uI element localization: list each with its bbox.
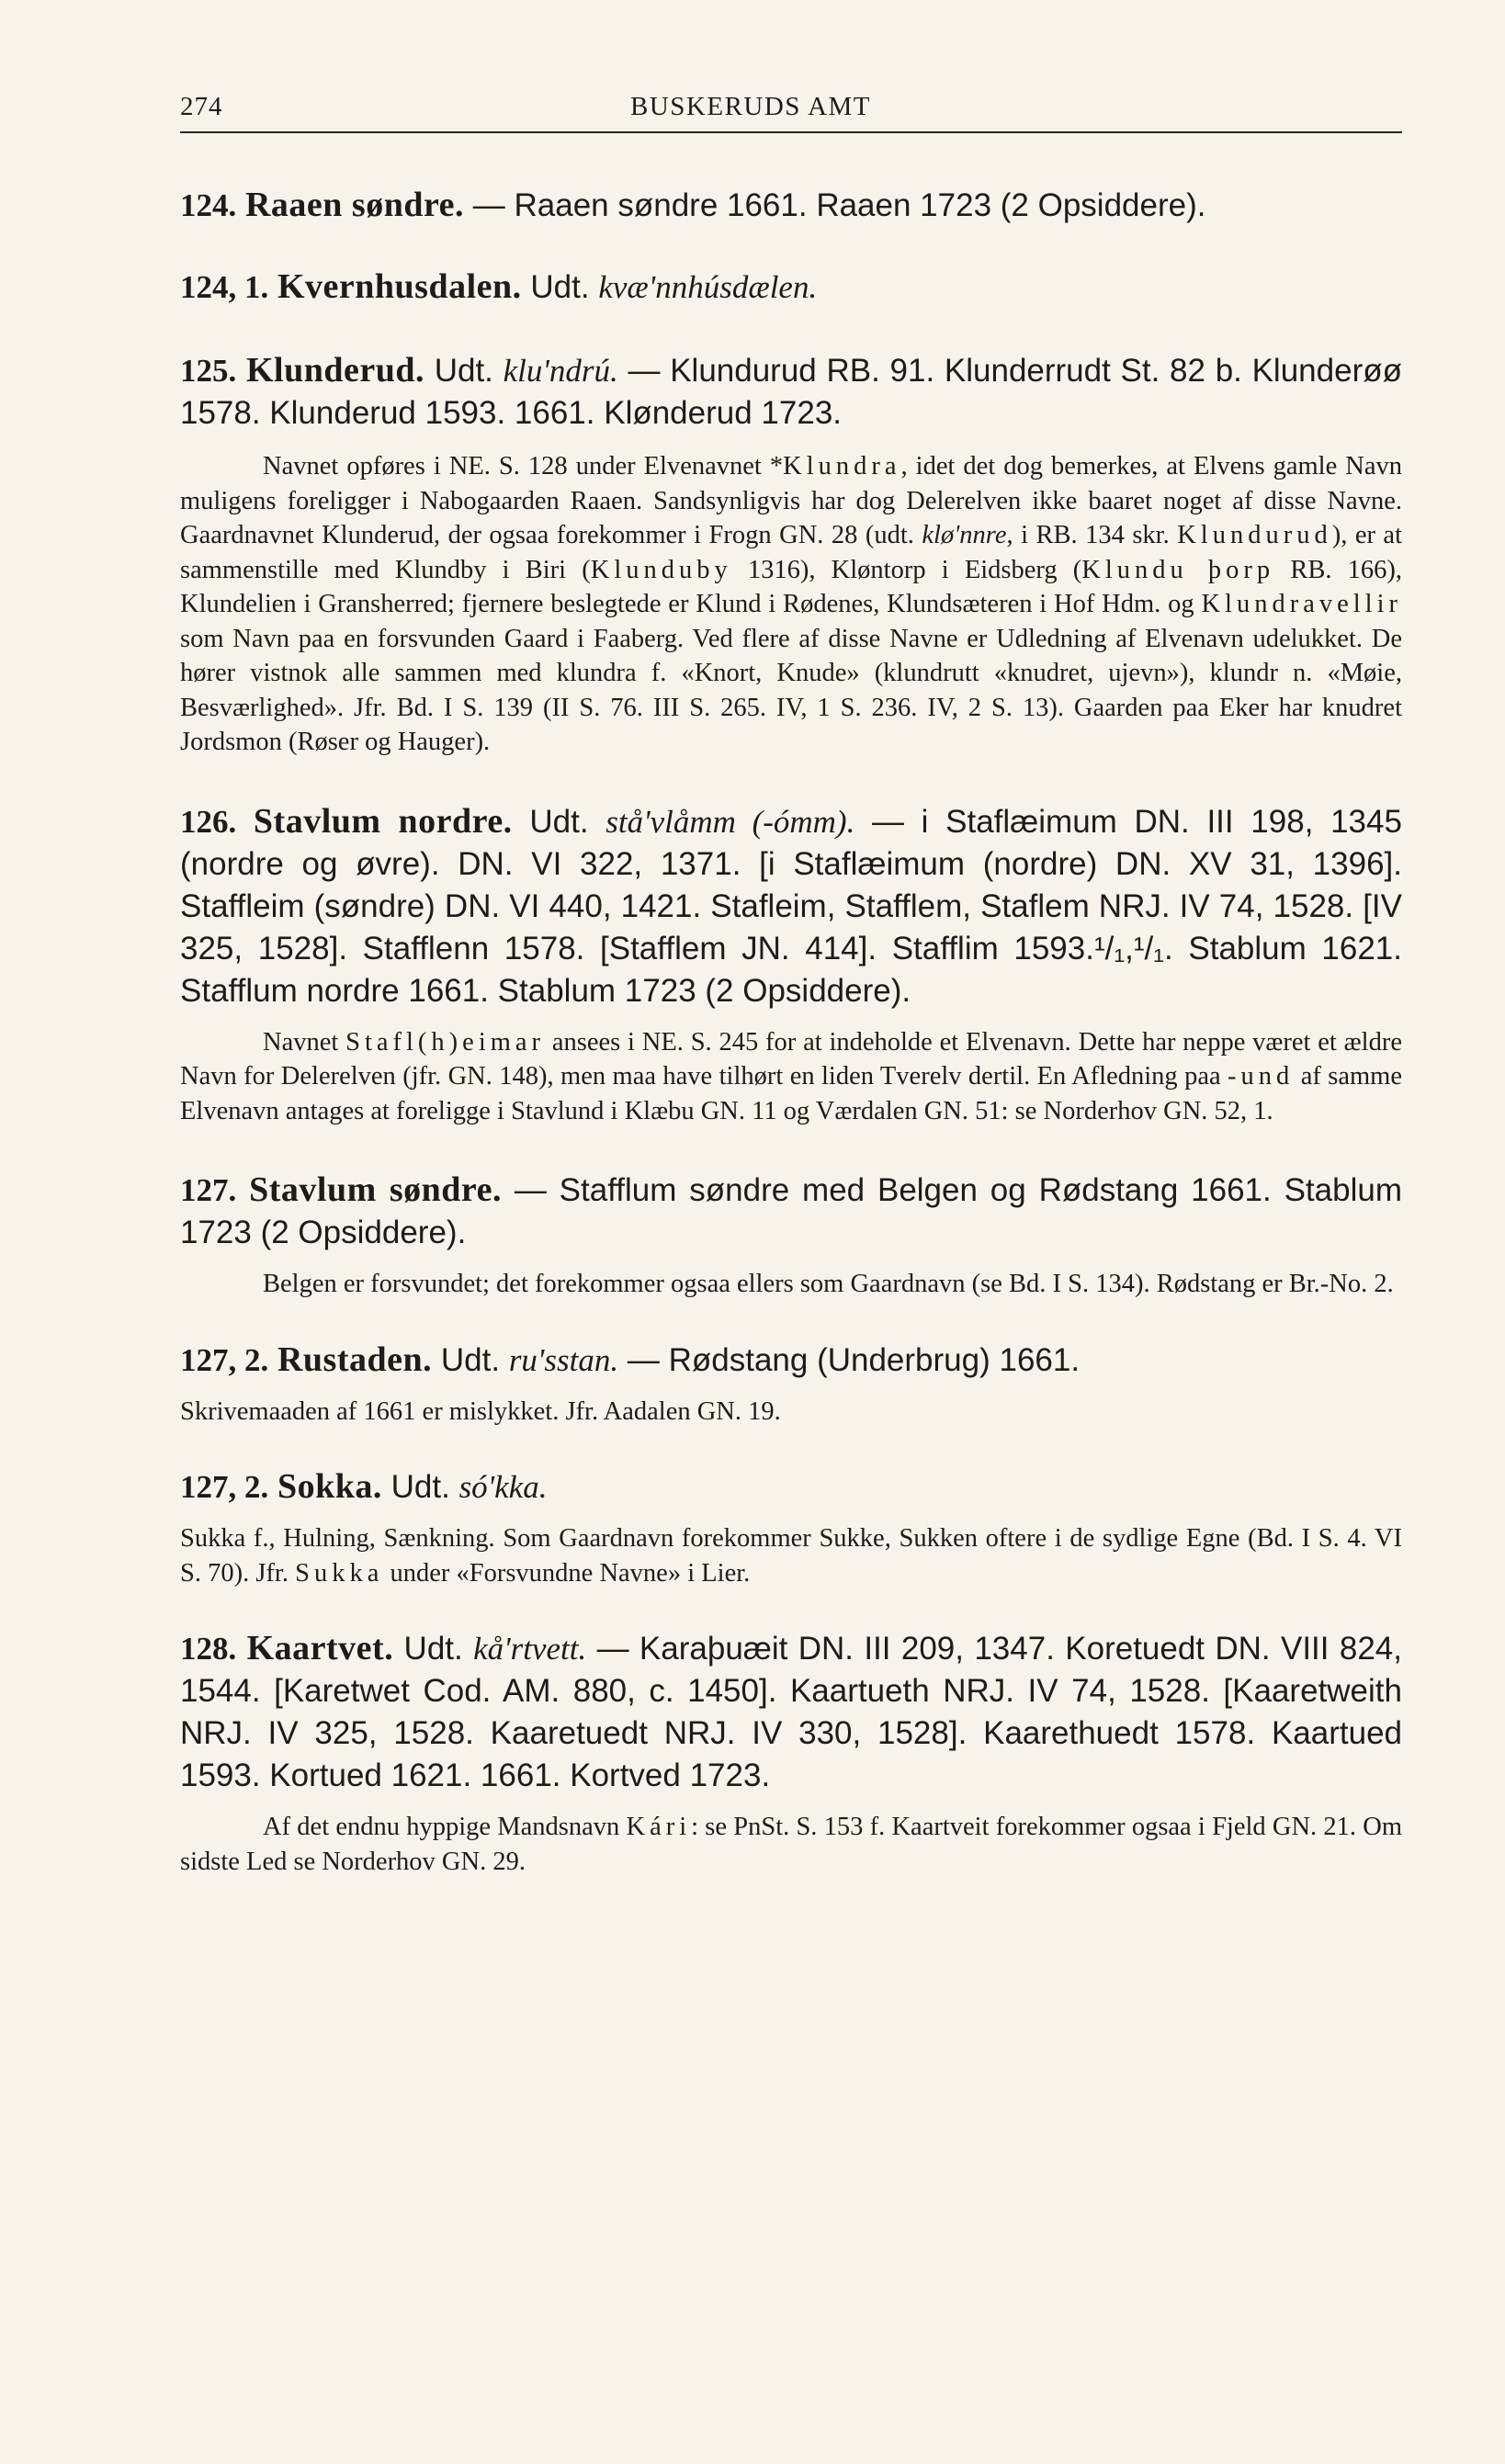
entry-text: — Raaen søndre 1661. Raaen 1723 (2 Opsiddere). [472,187,1206,223]
entry-124-1 [180,266,1402,309]
spaced-name: Kári [626,1813,692,1841]
entry-main-text [180,1627,1402,1797]
entry-main-text [180,1465,1402,1509]
note-text: ), er at sammenstille med Klundby i Biri ( [180,521,1403,584]
note-text: Sukka f., Hulning, Sænkning. Som Gaardnavn forekommer Sukke, Sukken oftere i de sydlige Egne (Bd. I S. 4. VI S. 70). Jfr. [180,1524,1402,1588]
entry-127-2-sokka [180,1465,1402,1590]
spaced-name: Klunduby [590,555,732,584]
entry-text: — Rødstang (Underbrug) 1661. [627,1341,1081,1378]
udt-label: Udt. [434,353,493,389]
pronunciation: klu'ndrú. [503,353,618,389]
entry-note [180,1267,1402,1302]
farm-name: Klunderud. [245,351,424,390]
entry-note [180,1025,1402,1129]
note-text: Belgen er forsvundet; det forekommer ogsaa ellers som Gaardnavn (se Bd. I S. 134). Rødstang er Br.-No. 2. [263,1270,1394,1298]
udt-label: Udt. [390,1469,450,1505]
page-header [180,92,1402,134]
entry-text: — Karaþuæit DN. III 209, 1347. Koretuedt DN. VIII 824, 1544. [Karetwet Cod. AM. 880, c. 1450]. Kaartueth NRJ. IV 74, 1528. [Kaaretweith NRJ. IV 325, 1528. Kaaretuedt NRJ. IV 330, 1528]. Kaarethuedt 1578. Kaartued 1593. Kortued 1621. 1661. Kortved 1723. [180,1631,1402,1793]
entry-main-text [180,1339,1402,1382]
entry-number: 127. [180,1172,237,1208]
pronunciation: ru'sstan. [508,1341,619,1378]
pronunciation: só'kka. [458,1469,548,1505]
page-body [180,184,1402,1879]
note-text: 1316), Kløntorp i Eidsberg ( [731,555,1082,584]
entry-note [180,1521,1402,1590]
farm-name: Kvernhusdalen. [277,267,522,306]
spaced-name: Klundu þorp [1081,555,1275,584]
udt-label: Udt. [529,803,589,840]
note-text: : se PnSt. S. 153 f. Kaartveit forekommer ogsaa i Fjeld GN. 21. Om sidste Led se Norderhov GN. 29. [180,1813,1403,1876]
entry-number: 128. [180,1631,237,1667]
entry-note [180,449,1402,760]
farm-name: Stavlum søndre. [249,1170,502,1209]
entry-note [180,1395,1402,1430]
entry-main-text [180,800,1402,1012]
entry-number: 127, 2. [180,1341,269,1378]
note-text: Af det endnu hyppige Mandsnavn [263,1813,627,1841]
note-text: under «Forsvundne Navne» i Lier. [383,1558,751,1588]
spaced-name: Klundra [783,452,901,480]
pronunciation: kå'rtvett. [473,1631,587,1667]
entry-text: — Klundurud RB. 91. Klunderrudt St. 82 b. Klunderøø 1578. Klunderud 1593. 1661. Klønderud 1723. [180,353,1402,431]
entry-note [180,1810,1402,1879]
entry-126 [180,800,1402,1129]
pronunciation: stå'vlåmm (-ómm). [605,803,855,840]
entry-main-text [180,1169,1402,1254]
farm-name: Rustaden. [277,1339,433,1379]
note-text: Skrivemaaden af 1661 er mislykket. Jfr. Aadalen GN. 19. [180,1396,781,1426]
entry-main-text [180,349,1402,435]
spaced-name: Sukka [295,1558,384,1588]
udt-label: Udt. [440,1341,501,1378]
entry-125 [180,349,1402,760]
spaced-name: Klundurud [1177,521,1332,549]
farm-name: Kaartvet. [246,1629,394,1667]
farm-name: Raaen søndre. [244,186,465,224]
note-text: af samme Elvenavn antages at foreligge i Stavlund i Klæbu GN. 11 og Værdalen GN. 51: se Norderhov GN. 52, 1. [180,1062,1402,1125]
note-text: Navnet [263,1027,346,1057]
entry-heading [180,266,1402,309]
note-text: som Navn paa en forsvunden Gaard i Faaberg. Ved flere af disse Navne er Udledning af Elvenavn udelukket. De hører vistnok alle sammen med klundra f. «Knort, Knude» (klundrutt «knudret, ujevn»), klundr n. «Møie, Besværlighed». Jfr. Bd. I S. 139 (II S. 76. III S. 265. IV, 1 S. 236. IV, 2 S. 13). Gaarden paa Eker har knudret Jordsmon (Røser og Hauger). [180,624,1402,756]
entry-text: — Stafflum søndre med Belgen og Rødstang 1661. Stablum 1723 (2 Opsiddere). [180,1172,1402,1250]
entry-128 [180,1627,1402,1879]
note-text: , idet det dog bemerkes, at Elvens gamle Navn muligens foreligger i Nabogaarden Raaen. Sandsynligvis har dog Delerelven ikke baaret noget af disse Navne. Gaardnavnet Klunderud, der ogsaa forekommer i Frogn GN. 28 (udt. [180,452,1402,549]
farm-name: Sokka. [277,1467,382,1506]
entry-127-2-rustaden [180,1339,1402,1430]
udt-label: Udt. [530,269,590,305]
entry-number: 124, 1. [180,269,269,305]
note-text: ansees i NE. S. 245 for at indeholde et Elvenavn. Dette har neppe været et ældre Navn for Delerelven (jfr. GN. 148), men maa have tilhørt en liden Tverelv dertil. En Afledning paa [180,1027,1402,1091]
running-title: BUSKERUDS AMT [630,92,872,121]
note-text: , i RB. 134 skr. [1006,521,1178,549]
pronunciation: kvæ'nnhúsdælen. [598,269,818,305]
italic-pron: klø'nnre [922,521,1007,549]
page-number: 274 [180,92,223,121]
entry-127 [180,1169,1402,1302]
entry-heading [180,184,1402,227]
udt-label: Udt. [403,1631,463,1667]
entry-number: 124. [180,187,237,223]
entry-number: 126. [180,803,237,840]
entry-number: 125. [180,353,237,389]
note-text: RB. 166), Klundelien i Gransherred; fjernere beslegtede er Klund i Rødenes, Klundsæteren i Hof Hdm. og [180,555,1402,618]
farm-name: Stavlum nordre. [253,801,513,841]
entry-number: 127, 2. [180,1469,269,1505]
note-text: Navnet opføres i NE. S. 128 under Elvenavnet * [263,452,784,480]
spaced-name: Stafl(h)eimar [345,1027,546,1057]
header-rule [180,131,1402,133]
spaced-name: -und [1228,1062,1295,1091]
entry-124 [180,184,1402,227]
spaced-name: Klundravellir [1201,590,1402,618]
entry-text: — i Staflæimum DN. III 198, 1345 (nordre og øvre). DN. VI 322, 1371. [i Staflæimum (nordre) DN. XV 31, 1396]. Staffleim (søndre) DN. VI 440, 1421. Stafleim, Stafflem, Staflem NRJ. IV 74, 1528. [IV 325, 1528]. Stafflenn 1578. [Stafflem JN. 414]. Stafflim 1593.¹/₁,¹/₁. Stablum 1621. Stafflum nordre 1661. Stablum 1723 (2 Opsiddere). [180,803,1402,1009]
